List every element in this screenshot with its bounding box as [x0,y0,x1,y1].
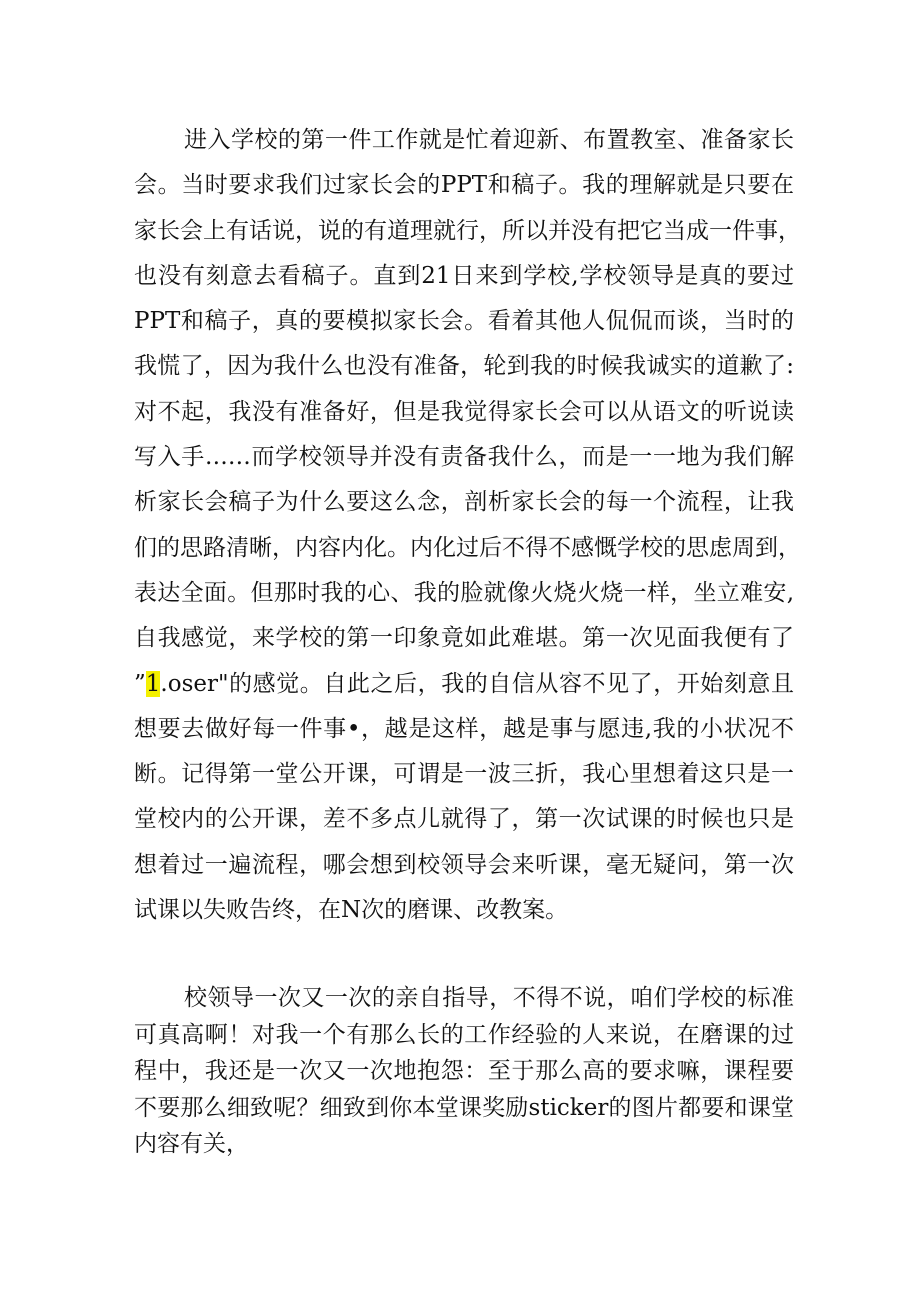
highlight-rest: .oser [160,670,218,697]
text-line: 家长会上有话说，说的有道理就行，所以并没有把它当成一件事， [134,217,801,244]
text-line: 可真高啊！对我一个有那么长的工作经验的人来说，在磨课的过 [134,1021,794,1048]
text-line: 校领导一次又一次的亲自指导，不得不说，咱们学校的标准 [184,985,794,1011]
text-line: 表达全面。但那时我的心、我的脸就像火烧火烧一样，坐立难安, [134,579,794,606]
text-line: 析家长会稿子为什么要这么念，剖析家长会的每一个流程，让我 [134,489,794,516]
text-line: 不要那么细致呢？细致到你本堂课奖励sticker的图片都要和课堂 [134,1094,794,1121]
line-remainder: "的感觉。自此之后，我的自信从容不见了，开始刻意且 [217,670,794,697]
quote-mark: ” [134,670,146,697]
text-line: 们的思路清晰，内容内化。内化过后不得不感慨学校的思虑周到， [134,534,801,561]
text-line: 想要去做好每一件事•，越是这样，越是事与愿违,我的小状况不 [134,715,794,742]
text-line: 想着过一遍流程，哪会想到校领导会来听课，毫无疑问，第一次 [134,851,794,878]
highlighted-text: 1 [145,670,161,697]
text-line: PPT和稿子，真的要模拟家长会。看着其他人侃侃而谈，当时的 [134,308,794,335]
text-line: 写入手……而学校领导并没有责备我什么，而是一一地为我们解 [134,444,794,471]
text-line: 堂校内的公开课，差不多点儿就得了，第一次试课的时候也只是 [134,806,794,833]
paragraph-2 [134,980,794,1163]
text-line: 进入学校的第一件工作就是忙着迎新、布置教室、准备家长 [184,127,794,153]
paragraph-1 [134,118,801,933]
text-line: 试课以失败告终，在N次的磨课、改教案。 [134,897,569,924]
text-line: 会。当时要求我们过家长会的PPT和稿子。我的理解就是只要在 [134,172,794,199]
text-line: 断。记得第一堂公开课，可谓是一波三折，我心里想着这只是一 [134,761,794,788]
text-line-with-highlight [134,662,794,707]
text-line: 自我感觉，来学校的第一印象竟如此难堪。第一次见面我便有了 [134,625,794,652]
text-line: 我慌了，因为我什么也没有准备，轮到我的时候我诚实的道歉了: [134,353,794,380]
text-line: 对不起，我没有准备好，但是我觉得家长会可以从语文的听说读 [134,398,794,425]
text-line: 内容有关， [134,1131,249,1157]
text-line: 也没有刻意去看稿子。直到21日来到学校,学校领导是真的要过 [134,262,794,289]
text-line: 程中，我还是一次又一次地抱怨：至于那么高的要求嘛，课程要 [134,1058,794,1084]
